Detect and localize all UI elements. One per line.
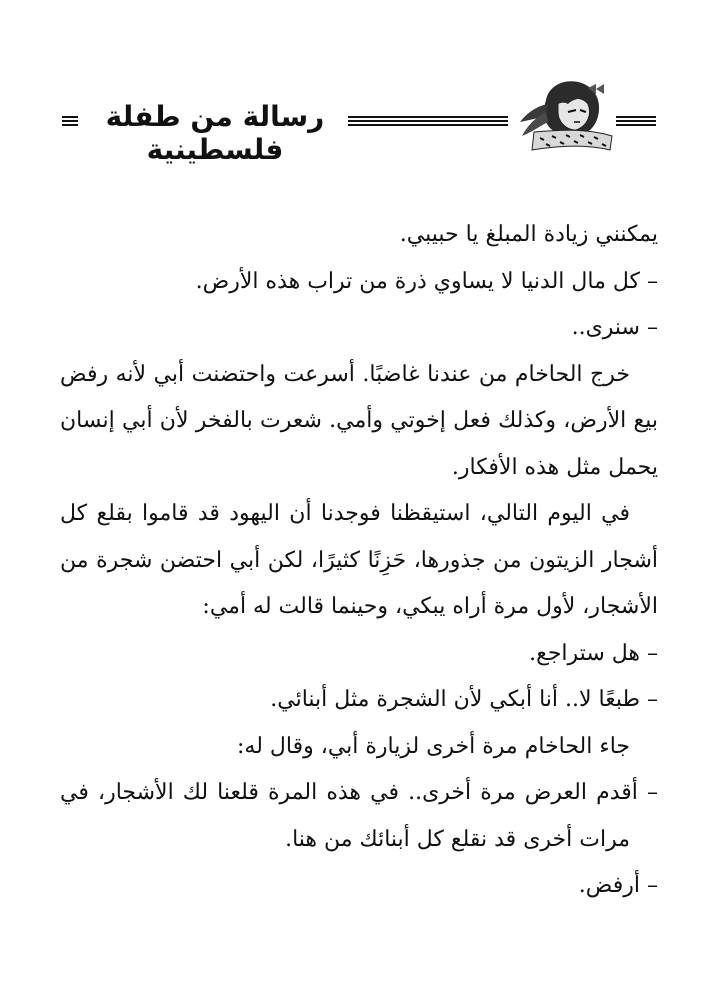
paragraph: في اليوم التالي، استيقظنا فوجدنا أن اليهود قد قاموا بقلع كل أشجار الزيتون من جذورها، حَزِنًا كثيرًا، لكن أبي احتضن شجرة من الأشجار، لأول مرة أراه يبكي، وحينما قالت له أمي: [60,501,658,619]
paragraph: خرج الحاخام من عندنا غاضبًا. أسرعت واحتضنت أبي لأنه رفض بيع الأرض، وكذلك فعل إخوتي وأمي. شعرت بالفخر لأن أبي إنسان يحمل مثل هذه الأفكار. [60,361,658,480]
paragraph: – سنرى.. [571,315,658,340]
paragraph: – كل مال الدنيا لا يساوي ذرة من تراب هذه الأرض. [195,268,658,294]
page-title: رسالة من طفلة فلسطينية [105,100,325,166]
paragraph: – طبعًا لا.. أنا أبكي لأن الشجرة مثل أبنائي. [270,687,658,712]
paragraph: جاء الحاخام مرة أخرى لزيارة أبي، وقال له: [237,733,630,759]
girl-illustration-icon [516,70,616,170]
title-rule-middle [348,116,508,126]
title-rule-left [62,116,78,126]
paragraph: يمكنني زيادة المبلغ يا حبيبي. [399,222,658,247]
paragraph: – أرفض. [578,873,658,898]
paragraph: – أقدم العرض مرة أخرى.. في هذه المرة قلعنا لك الأشجار، في مرات أخرى قد نقلع كل أبنائك من هنا. [60,780,658,852]
story-text [60,212,658,910]
page-header [48,70,660,170]
title-rule-right [616,116,656,126]
paragraph: – هل ستراجع. [529,640,658,666]
